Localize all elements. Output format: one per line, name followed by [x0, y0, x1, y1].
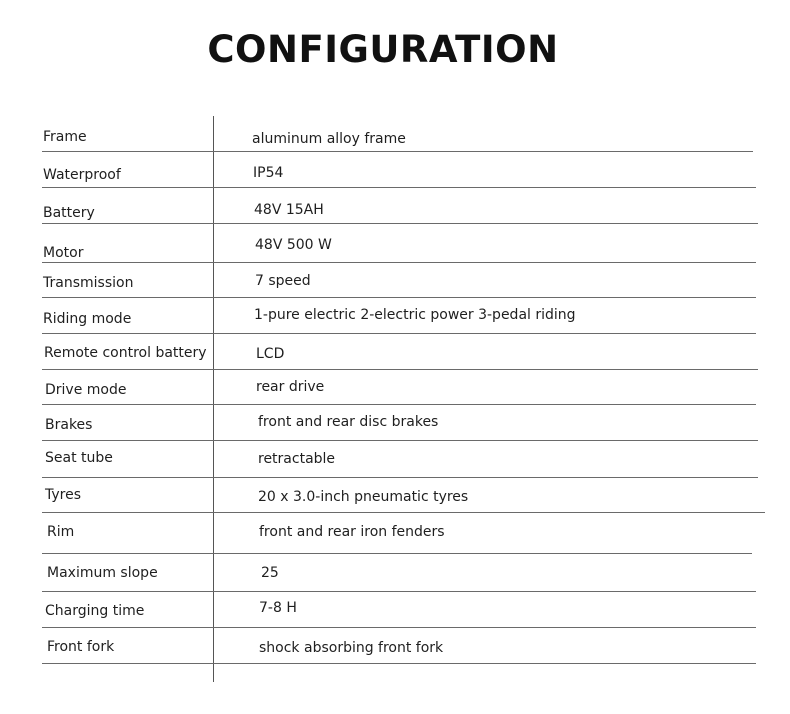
row-divider	[42, 404, 756, 405]
spec-value: 48V 500 W	[255, 237, 332, 253]
spec-label: Riding mode	[43, 311, 132, 327]
spec-value: LCD	[256, 346, 285, 362]
spec-value: aluminum alloy frame	[252, 131, 406, 147]
row-divider	[42, 627, 756, 628]
row-divider	[42, 151, 753, 152]
spec-label: Remote control battery	[44, 345, 207, 361]
row-divider	[42, 369, 758, 370]
row-divider	[42, 262, 756, 263]
spec-value: 7 speed	[255, 273, 311, 289]
spec-label: Frame	[43, 129, 87, 145]
spec-value: 7-8 H	[259, 600, 297, 616]
spec-label: Rim	[47, 524, 75, 540]
spec-label: Drive mode	[45, 382, 127, 398]
spec-value: front and rear disc brakes	[258, 414, 439, 430]
spec-label: Maximum slope	[47, 565, 158, 581]
spec-value: retractable	[258, 451, 336, 467]
row-divider	[42, 440, 758, 441]
spec-label: Battery	[43, 205, 95, 221]
spec-value: 25	[261, 565, 279, 581]
spec-value: front and rear iron fenders	[259, 524, 445, 540]
spec-value: 48V 15AH	[254, 202, 324, 218]
spec-value: rear drive	[256, 379, 325, 395]
row-divider	[42, 187, 756, 188]
spec-label: Waterproof	[43, 167, 121, 183]
row-divider	[42, 591, 756, 592]
page-title: CONFIGURATION	[207, 28, 559, 71]
spec-label: Seat tube	[45, 450, 113, 466]
spec-label: Brakes	[45, 417, 93, 433]
row-divider	[42, 553, 752, 554]
spec-label: Transmission	[43, 275, 134, 291]
row-divider	[42, 333, 756, 334]
spec-label: Front fork	[47, 639, 115, 655]
row-divider	[42, 512, 765, 513]
row-divider	[42, 663, 756, 664]
row-divider	[42, 297, 756, 298]
spec-label: Charging time	[45, 603, 145, 619]
spec-value: IP54	[253, 165, 284, 181]
spec-value: 20 x 3.0-inch pneumatic tyres	[258, 489, 469, 505]
spec-label: Tyres	[45, 487, 82, 503]
spec-label: Motor	[43, 245, 84, 261]
spec-value: 1-pure electric 2-electric power 3-pedal riding	[254, 307, 576, 323]
row-divider	[42, 477, 758, 478]
spec-value: shock absorbing front fork	[259, 640, 444, 656]
row-divider	[42, 223, 758, 224]
column-divider	[213, 116, 214, 682]
